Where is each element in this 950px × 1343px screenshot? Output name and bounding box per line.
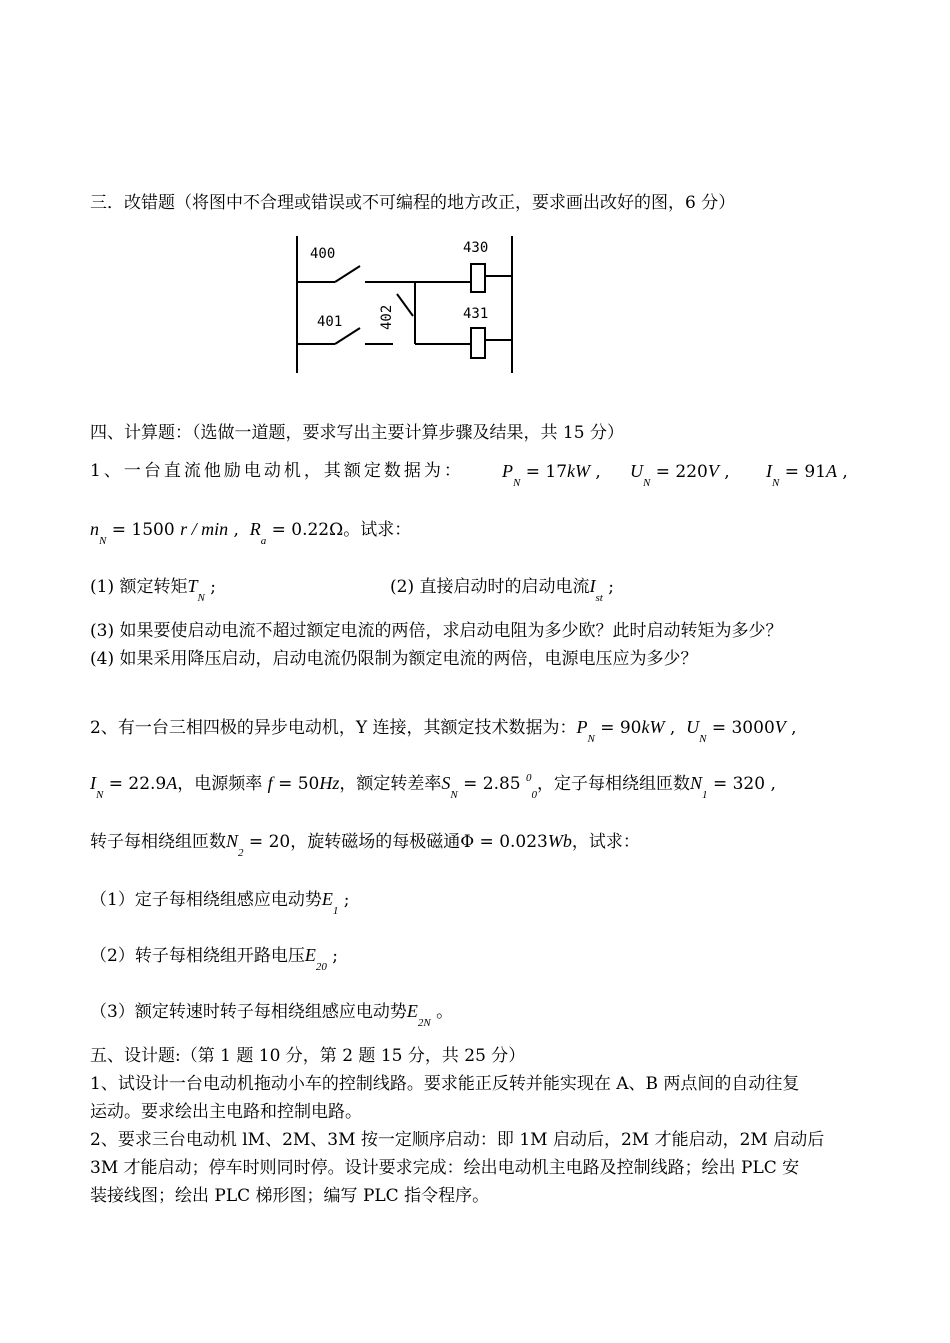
q1-item4: (4) 如果采用降压启动，启动电流仍限制为额定电流的两倍，电源电压应为多少？ [90,649,698,669]
q2-item3: （3）额定转速时转子每相绕组感应电动势$E_{2N}$ 。 [90,1001,454,1029]
contact-401-blade [335,328,360,344]
contact-400-blade [335,266,360,282]
section4-heading: 四、计算题：（选做一道题，要求写出主要计算步骤及结果，共 15 分） [90,423,624,443]
q1-pn: $P_N = 17kW$ , [502,461,601,489]
q2-line2: $I_N = 22.9A$，电源频率 f = 50Hz，额定转差率$S_N = 2.85$ $^0_0$，定子每相绕组匝数$N_1 = 320$ , [90,772,776,801]
label-400: 400 [310,246,336,262]
q1-in: $I_N = 91A$ , [766,461,848,489]
ladder-diagram [285,228,525,378]
s5-q2-line2: 3M 才能启动；停车时则同时停。设计要求完成：绘出电动机主电路及控制线路；绘出 PLC 安 [90,1158,800,1178]
coil-430 [471,264,485,292]
q1-nn-ra: $n_N = 1500$ r / min , $R_a = 0.22\Omega$。试求： [90,519,412,547]
q1-un: $U_N = 220V$ , [630,461,730,489]
q2-item1: （1）定子每相绕组感应电动势$E_1$ ; [90,889,350,917]
section5-heading: 五、设计题:（第 1 题 10 分，第 2 题 15 分，共 25 分） [90,1046,526,1066]
q2-line3: 转子每相绕组匝数$N_2 = 20$，旋转磁场的每极磁通Φ = 0.023Wb，试求： [90,831,640,859]
q1-item2: (2) 直接启动时的启动电流$I_{st}$ ; [390,576,614,604]
label-401: 401 [317,314,343,330]
s5-q2-line1: 2、要求三台电动机 lM、2M、3M 按一定顺序启动：即 1M 启动后，2M 才能启动，2M 启动后 [90,1130,825,1150]
s5-q1-line2: 运动。要求绘出主电路和控制电路。 [90,1102,362,1122]
contact-402-blade [397,294,413,316]
label-430: 430 [463,240,489,256]
section3-heading: 三．改错题（将图中不合理或错误或不可编程的地方改正，要求画出改好的图，6 分） [90,193,736,213]
s5-q2-line3: 装接线图；绘出 PLC 梯形图；编写 PLC 指令程序。 [90,1186,490,1206]
q1-item3: (3) 如果要使启动电流不超过额定电流的两倍，求启动电阻为多少欧？此时启动转矩为多少？ [90,621,783,641]
q2-item2: （2）转子每相绕组开路电压$E_{20}$ ; [90,945,338,973]
coil-431 [471,328,485,358]
label-402: 402 [379,304,395,330]
label-431: 431 [463,306,489,322]
q1-item1: (1) 额定转矩$T_N$ ; [90,576,216,604]
s5-q1-line1: 1、试设计一台电动机拖动小车的控制线路。要求能正反转并能实现在 A、B 两点间的自动往复 [90,1074,800,1094]
q2-intro: 2、有一台三相四极的异步电动机，Y 连接，其额定技术数据为：$P_N = 90kW$ , $U_N = 3000V$ , [90,717,797,745]
q1-intro: 1、一台直流他励电动机，其额定数据为： [90,461,464,481]
